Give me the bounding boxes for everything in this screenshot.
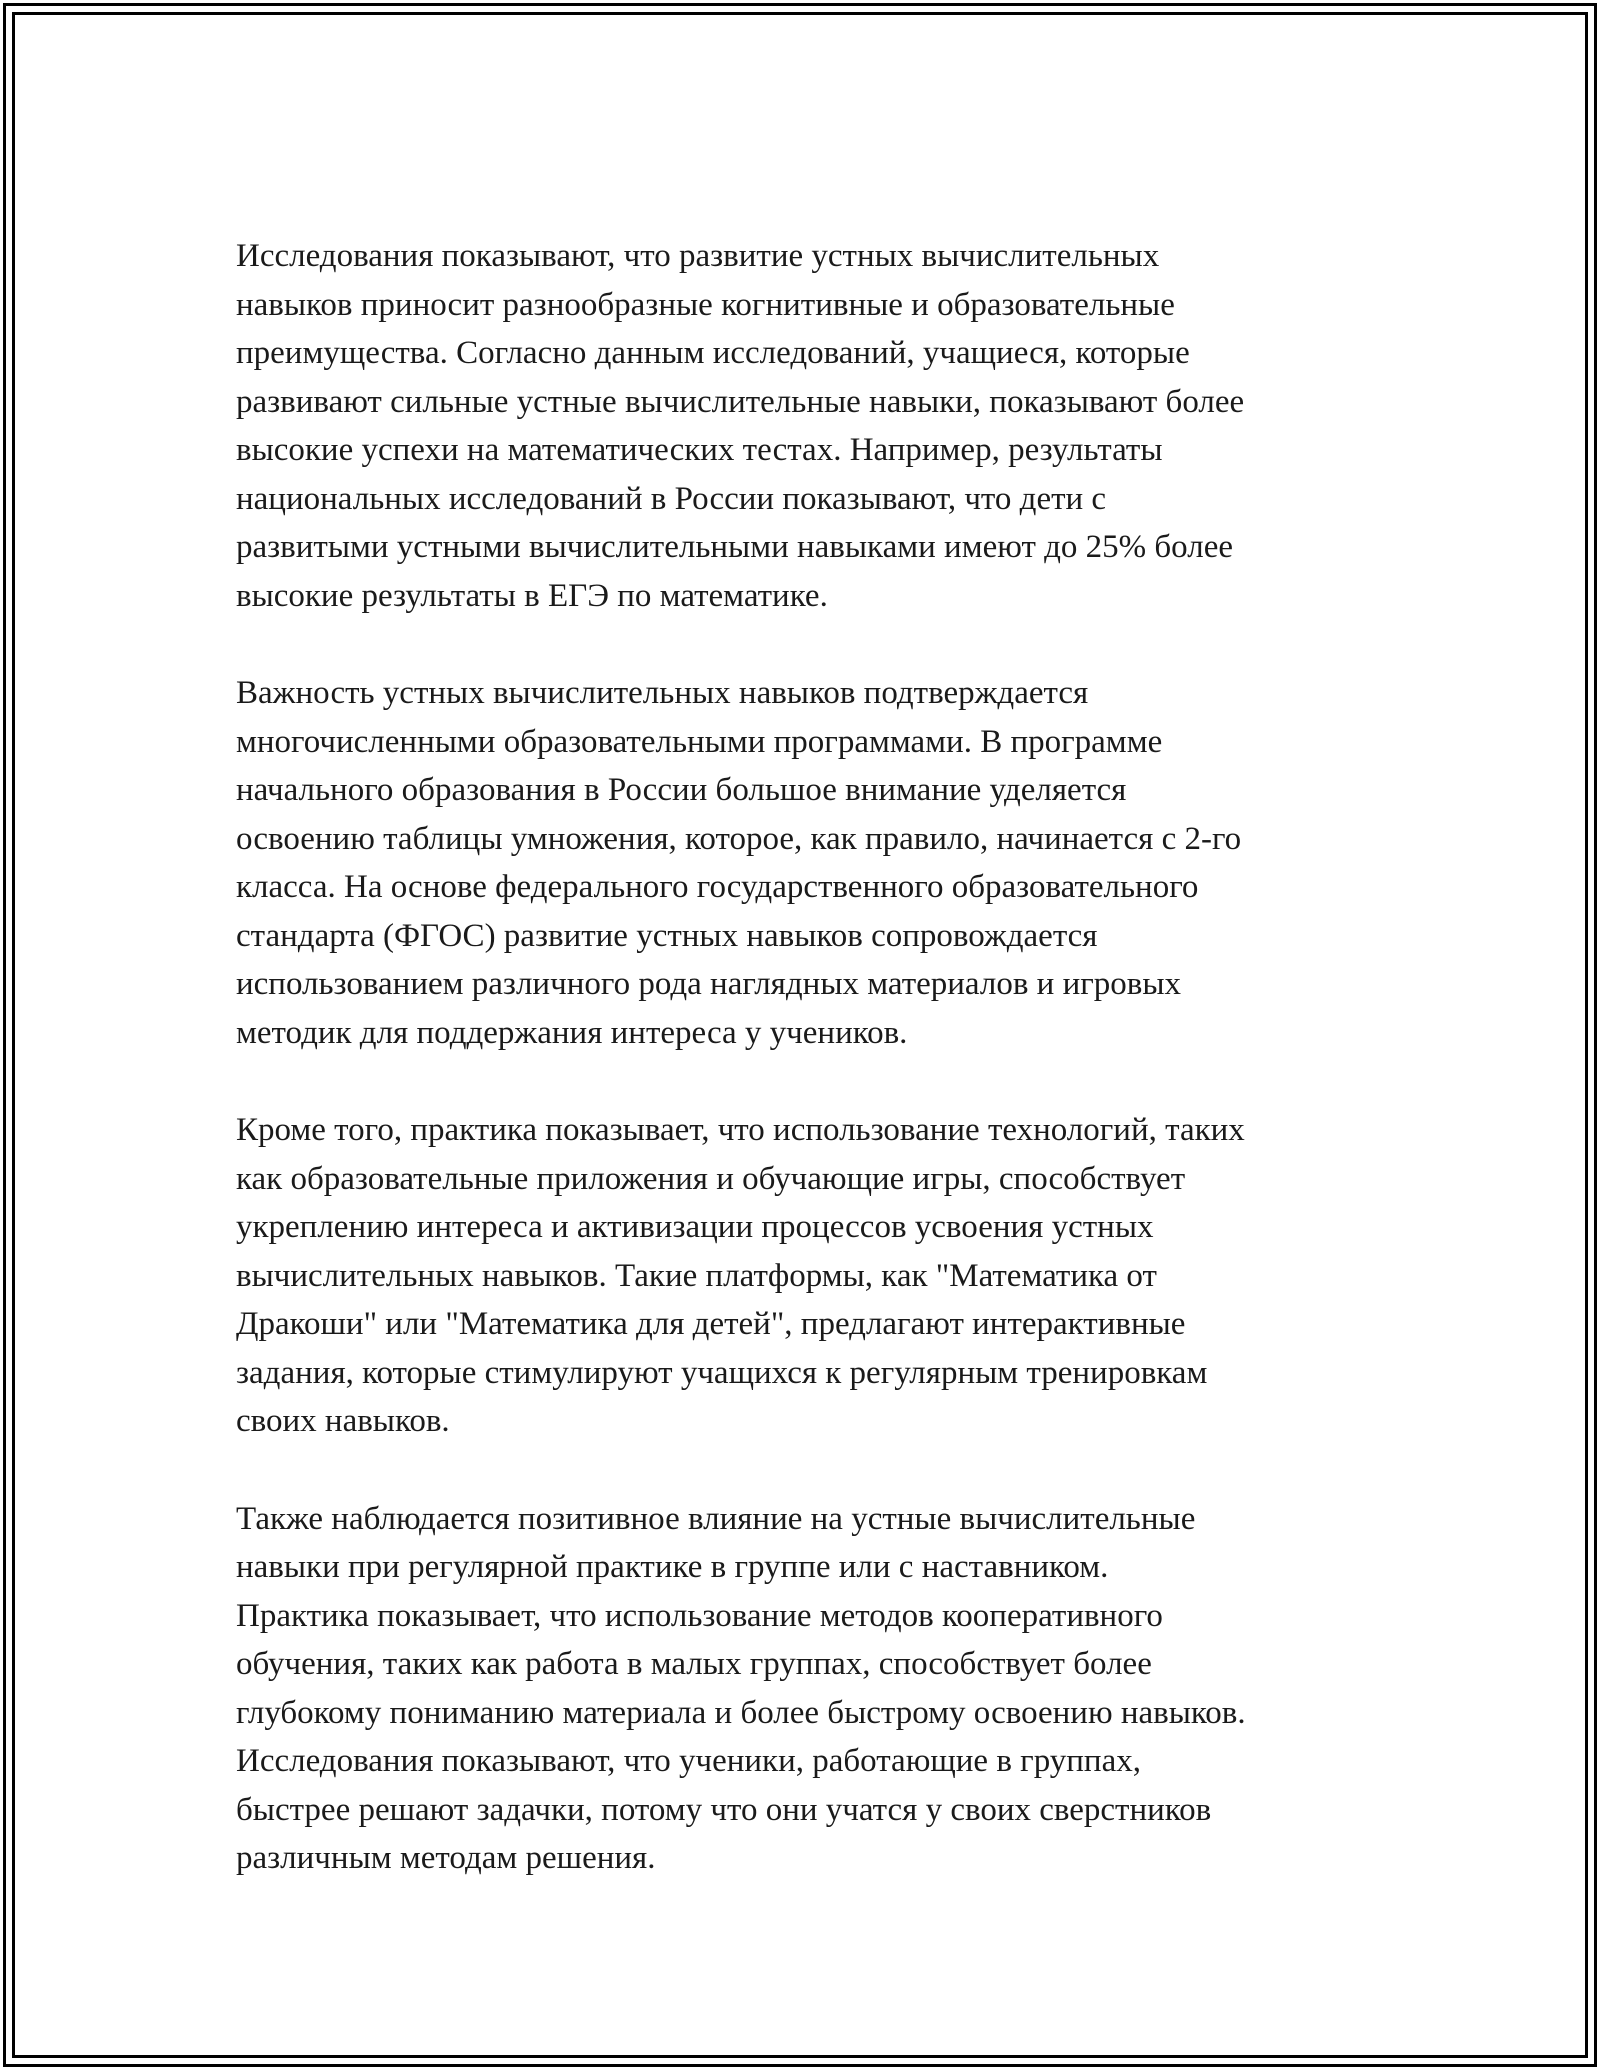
text-line: задания, которые стимулируют учащихся к регулярным тренировкам: [236, 1354, 1208, 1391]
text-line: укреплению интереса и активизации процессов усвоения устных: [236, 1209, 1154, 1245]
text-line: развитыми устными вычислительными навыками имеют до 25% более: [236, 529, 1234, 565]
text-line: Исследования показывают, что ученики, работающие в группах,: [236, 1743, 1141, 1779]
document-body: [236, 232, 1386, 1932]
text-line: класса. На основе федерального государственного образовательного: [236, 869, 1199, 905]
text-line: быстрее решают задачки, потому что они учатся у своих сверстников: [236, 1791, 1212, 1828]
text-line: глубокому пониманию материала и более быстрому освоению навыков.: [236, 1694, 1246, 1731]
text-line: начального образования в России большое внимание уделяется: [236, 772, 1127, 808]
paragraph-technology: [236, 1106, 1386, 1446]
text-line: своих навыков.: [236, 1403, 450, 1439]
paragraph-group-practice: [236, 1495, 1386, 1883]
text-line: навыков приносит разнообразные когнитивные и образовательные: [236, 286, 1175, 323]
text-line: преимущества. Согласно данным исследований, учащиеся, которые: [236, 335, 1190, 371]
text-line: как образовательные приложения и обучающие игры, способствует: [236, 1160, 1186, 1197]
text-line: методик для поддержания интереса у учеников.: [236, 1014, 908, 1051]
text-line: Практика показывает, что использование методов кооперативного: [236, 1597, 1163, 1634]
text-line: обучения, таких как работа в малых группах, способствует более: [236, 1646, 1152, 1682]
text-line: Исследования показывают, что развитие устных вычислительных: [236, 238, 1160, 274]
text-line: Важность устных вычислительных навыков подтверждается: [236, 675, 1089, 711]
text-line: различным методам решения.: [236, 1840, 656, 1876]
text-line: Также наблюдается позитивное влияние на устные вычислительные: [236, 1500, 1196, 1537]
text-line: высокие результаты в ЕГЭ по математике.: [236, 577, 828, 614]
text-line: вычислительных навыков. Такие платформы, как "Математика от: [236, 1257, 1157, 1294]
text-line: Кроме того, практика показывает, что использование технологий, таких: [236, 1112, 1245, 1148]
text-line: высокие успехи на математических тестах. Например, результаты: [236, 432, 1163, 468]
text-line: многочисленными образовательными программами. В программе: [236, 723, 1163, 760]
text-line: Дракоши" или "Математика для детей", предлагают интерактивные: [236, 1306, 1186, 1342]
text-line: развивают сильные устные вычислительные навыки, показывают более: [236, 383, 1245, 420]
text-line: национальных исследований в России показывают, что дети с: [236, 480, 1107, 517]
text-line: стандарта (ФГОС) развитие устных навыков сопровождается: [236, 917, 1098, 954]
text-line: навыки при регулярной практике в группе или с наставником.: [236, 1549, 1109, 1585]
paragraph-educational-programs: [236, 669, 1386, 1057]
text-line: освоению таблицы умножения, которое, как правило, начинается с 2-го: [236, 820, 1242, 857]
paragraph-research-benefits: [236, 232, 1386, 620]
text-line: использованием различного рода наглядных материалов и игровых: [236, 966, 1182, 1002]
